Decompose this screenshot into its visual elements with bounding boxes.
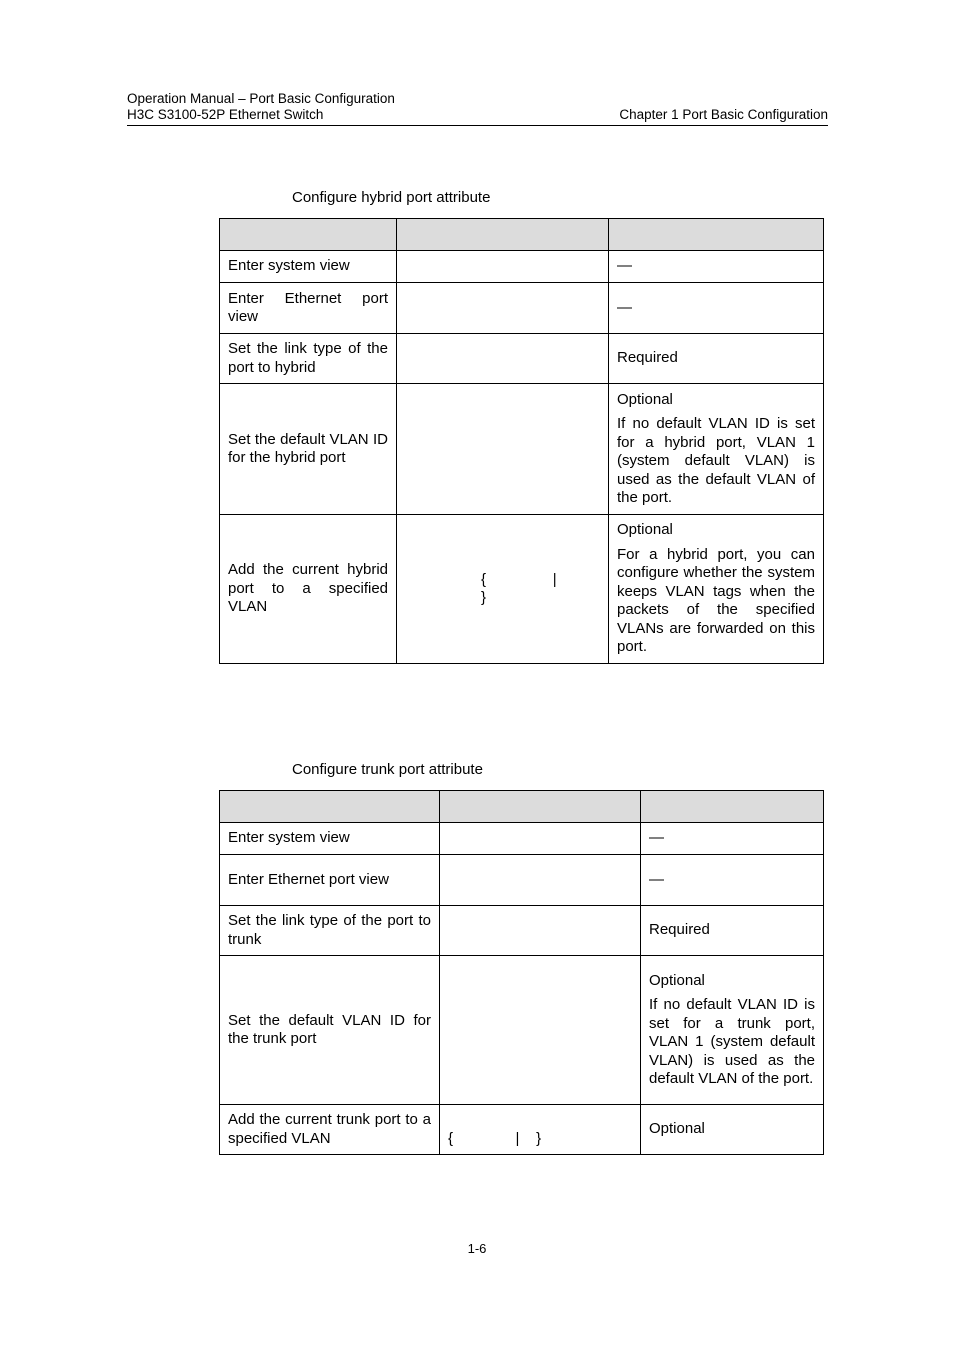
operation-cell: Enter system view [220, 251, 397, 283]
header-cell-operation [220, 791, 440, 823]
command-cell [397, 384, 609, 515]
page-number: 1-6 [467, 1241, 487, 1256]
operation-cell: Enter Ethernet port view [220, 283, 397, 334]
remarks-status: Optional [649, 971, 705, 989]
page-header [127, 90, 828, 126]
header-cell-remarks [641, 791, 824, 823]
remarks-detail: For a hybrid port, you can configure whether the system keeps VLAN tags when the packets of the specified VLANs are forwarded on this port. [617, 545, 815, 656]
command-cell [397, 251, 609, 283]
header-cell-remarks [609, 219, 824, 251]
remarks-cell: — [641, 823, 824, 855]
remarks-detail: If no default VLAN ID is set for a trunk port, VLAN 1 (system default VLAN) is used as the default VLAN of the port. [649, 996, 815, 1087]
operation-cell: Add the current hybrid port to a specified VLAN [220, 515, 397, 664]
table-row [220, 283, 824, 334]
trunk-table-caption: Configure trunk port attribute [292, 761, 483, 778]
operation-cell: Enter Ethernet port view [220, 855, 440, 906]
command-cell [440, 823, 641, 855]
remarks-detail: If no default VLAN ID is set for a hybrid port, VLAN 1 (system default VLAN) is used as the default VLAN of the port. [617, 415, 815, 506]
hybrid-config-table [219, 218, 824, 664]
command-cell [440, 956, 641, 1105]
manual-title: Operation Manual – Port Basic Configuration [127, 91, 395, 106]
command-cell [440, 855, 641, 906]
command-cell [397, 283, 609, 334]
table-row [220, 334, 824, 384]
operation-cell: Enter system view [220, 823, 440, 855]
chapter-title: Chapter 1 Port Basic Configuration [619, 107, 828, 122]
table-row [220, 823, 824, 855]
remarks-status: Optional [617, 521, 673, 539]
table-row [220, 906, 824, 956]
table-header-row [220, 791, 824, 823]
table-row [220, 956, 824, 1105]
command-cell [440, 906, 641, 956]
remarks-cell: Required [609, 334, 824, 384]
header-cell-command [397, 219, 609, 251]
operation-cell: Set the link type of the port to trunk [220, 906, 440, 956]
table-row [220, 515, 824, 664]
remarks-cell: — [609, 283, 824, 334]
remarks-cell: — [609, 251, 824, 283]
remarks-cell: Required [641, 906, 824, 956]
command-cell: { | } [397, 515, 609, 664]
remarks-cell [641, 956, 824, 1105]
remarks-cell: Optional [641, 1105, 824, 1155]
remarks-cell [609, 384, 824, 515]
remarks-status: Optional [617, 390, 673, 408]
table-row [220, 855, 824, 906]
header-cell-operation [220, 219, 397, 251]
table-row [220, 251, 824, 283]
table-row [220, 384, 824, 515]
command-cell: { | } [440, 1105, 641, 1155]
hybrid-table-caption: Configure hybrid port attribute [292, 189, 491, 206]
table-header-row [220, 219, 824, 251]
remarks-cell: — [641, 855, 824, 906]
operation-cell: Set the default VLAN ID for the hybrid port [220, 384, 397, 515]
operation-cell: Set the link type of the port to hybrid [220, 334, 397, 384]
operation-cell: Set the default VLAN ID for the trunk port [220, 956, 440, 1105]
table-row [220, 1105, 824, 1155]
operation-cell: Add the current trunk port to a specified VLAN [220, 1105, 440, 1155]
remarks-cell [609, 515, 824, 664]
command-cell [397, 334, 609, 384]
trunk-config-table [219, 790, 824, 1155]
header-cell-command [440, 791, 641, 823]
product-name: H3C S3100-52P Ethernet Switch [127, 107, 324, 122]
